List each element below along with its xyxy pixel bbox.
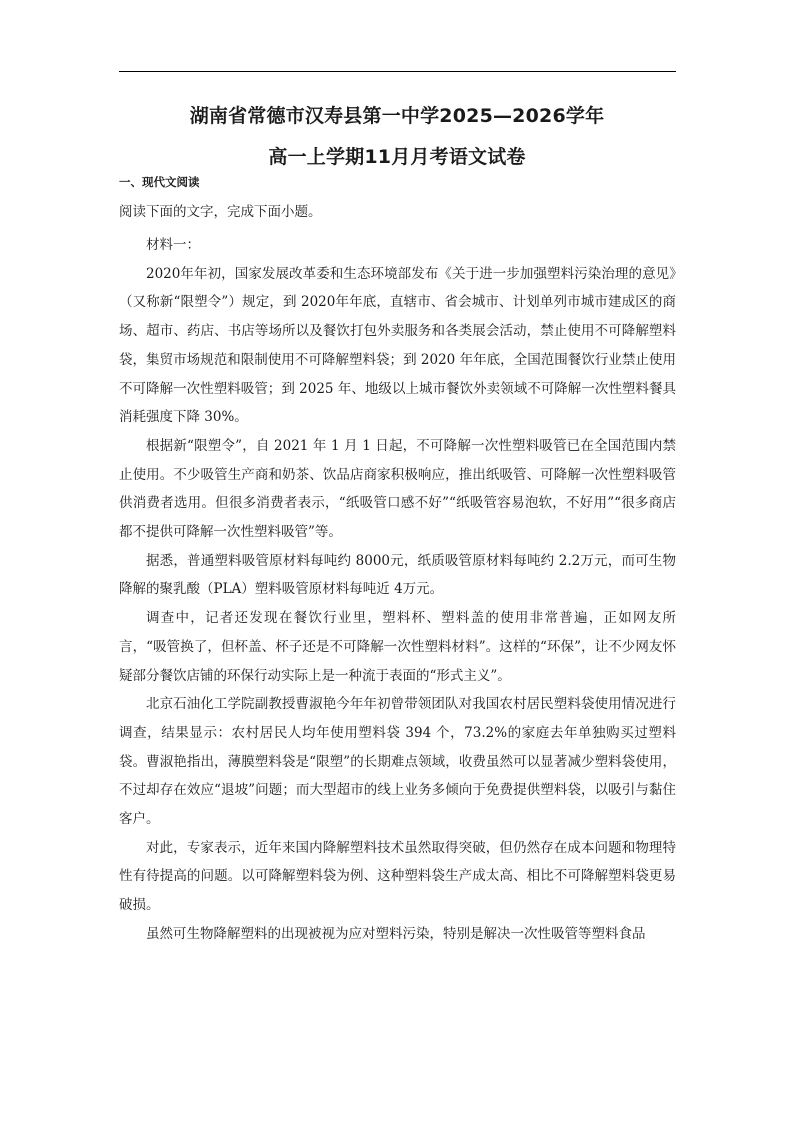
reading-instruction: 阅读下面的文字，完成下面小题。 <box>119 204 322 220</box>
paragraph: 对此，专家表示，近年来国内降解塑料技术虽然取得突破，但仍然存在成本问题和物理特性有待提高的问题。以可降解塑料袋为例、这种塑料袋生产成太高、相比不可降解塑料袋更易破损。 <box>119 839 676 914</box>
paragraph: 虽然可生物降解塑料的出现被视为应对塑料污染，特别是解决一次性吸管等塑料食品 <box>146 925 646 942</box>
section-heading: 一、现代文阅读 <box>119 175 200 189</box>
paragraph: 根据新“限塑令”，自 2021 年 1 月 1 日起，不可降解一次性塑料吸管已在全国范围内禁止使用。不少吸管生产商和奶茶、饮品店商家积极响应，推出纸吸管、可降解一次性塑料吸管供消费者选用。但很多消费者表示，“纸吸管口感不好”“纸吸管容易泡软，不好用”“很多商店都不提供可降解一次性塑料吸管”等。 <box>119 437 676 541</box>
header-rule <box>119 71 676 72</box>
paragraph: 北京石油化工学院副教授曹淑艳今年年初曾带领团队对我国农村居民塑料袋使用情况进行调查，结果显示：农村居民人均年使用塑料袋 394 个，73.2%的家庭去年单独购买过塑料袋。曹淑艳指出，薄膜塑料袋是“限塑”的长期难点领域，收费虽然可以显著减少塑料袋使用，不过却存在效应“退坡”问题；而大型超市的线上业务多倾向于免费提供塑料袋，以吸引与黏住客户。 <box>119 696 676 828</box>
paragraph: 据悉，普通塑料吸管原材料每吨约 8000元，纸质吸管原材料每吨约 2.2万元，而可生物降解的聚乳酸（PLA）塑料吸管原材料每吨近 4万元。 <box>119 552 676 598</box>
passage-body <box>119 231 676 949</box>
paragraph: 调查中，记者还发现在餐饮行业里，塑料杯、塑料盖的使用非常普遍，正如网友所言，“吸管换了，但杯盖、杯子还是不可降解一次性塑料材料”。这样的“环保”，让不少网友怀疑部分餐饮店铺的环保行动实际上是一种流于表面的“形式主义”。 <box>119 610 676 684</box>
paragraph: 2020年年初，国家发展改革委和生态环境部发布《关于进一步加强塑料污染治理的意见》（又称新“限塑令”）规定，到 2020年年底，直辖市、省会城市、计划单列市城市建成区的商场、超市、药店、书店等场所以及餐饮打包外卖服务和各类展会活动，禁止使用不可降解塑料袋，集贸市场规范和限制使用不可降解塑料袋；到 2020 年年底，全国范围餐饮行业禁止使用不可降解一次性塑料吸管；到 2025 年、地级以上城市餐饮外卖领域不可降解一次性塑料餐具消耗强度下降 30%。 <box>119 265 676 426</box>
material-label: 材料一： <box>146 237 200 253</box>
exam-title-line-2: 高一上学期11月月考语文试卷 <box>268 146 526 168</box>
exam-title-line-1: 湖南省常德市汉寿县第一中学2025—2026学年 <box>189 105 605 127</box>
